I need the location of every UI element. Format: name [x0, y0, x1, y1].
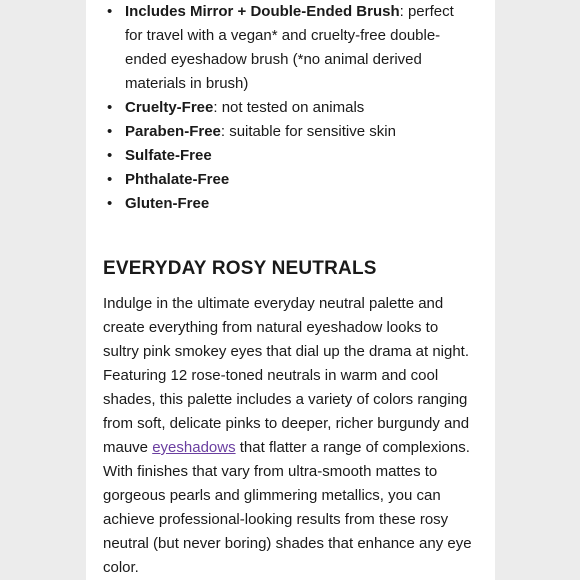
bullet-icon: • — [107, 195, 113, 212]
feature-item — [103, 0, 463, 96]
feature-item — [103, 96, 463, 120]
product-description-panel — [86, 0, 495, 580]
feature-item — [103, 192, 463, 216]
feature-item — [103, 120, 463, 144]
bullet-icon: • — [107, 99, 113, 116]
feature-item — [103, 144, 463, 168]
feature-title: Sulfate-Free — [125, 147, 212, 164]
feature-title: Cruelty-Free — [125, 99, 214, 116]
section-title: EVERYDAY ROSY NEUTRALS — [103, 258, 377, 279]
feature-title: Phthalate-Free — [125, 171, 230, 188]
description-text-continued: that flatter a range of complexions. With finishes that vary from ultra-smooth mattes to gorgeous pearls and glimmering metallics, you can achieve professional-looking results from these rosy neutral (but never boring) shades that enhance any eye color. — [103, 439, 472, 576]
section-description — [103, 292, 475, 580]
feature-text: : not tested on animals — [213, 99, 365, 116]
feature-text: : suitable for sensitive skin — [220, 123, 396, 140]
feature-item — [103, 168, 463, 192]
eyeshadows-link[interactable]: eyeshadows — [152, 439, 236, 456]
feature-title: Paraben-Free — [125, 123, 221, 140]
feature-list — [103, 0, 463, 216]
bullet-icon: • — [107, 171, 113, 188]
description-text: Indulge in the ultimate everyday neutral palette and create everything from natural eyeshadow looks to sultry pink smokey eyes that dial up the drama at night. Featuring 12 rose-toned neutrals in warm and cool shades, this palette includes a variety of colors ranging from soft, delicate pinks to deeper, richer burgundy and mauve — [103, 295, 470, 456]
bullet-icon: • — [107, 123, 113, 140]
feature-title: Includes Mirror + Double-Ended Brush — [125, 3, 400, 20]
bullet-icon: • — [107, 3, 113, 20]
feature-text: : perfect for travel with a vegan* and cruelty-free double-ended eyeshadow brush (*no animal derived materials in brush) — [125, 3, 454, 92]
feature-title: Gluten-Free — [125, 195, 210, 212]
bullet-icon: • — [107, 147, 113, 164]
